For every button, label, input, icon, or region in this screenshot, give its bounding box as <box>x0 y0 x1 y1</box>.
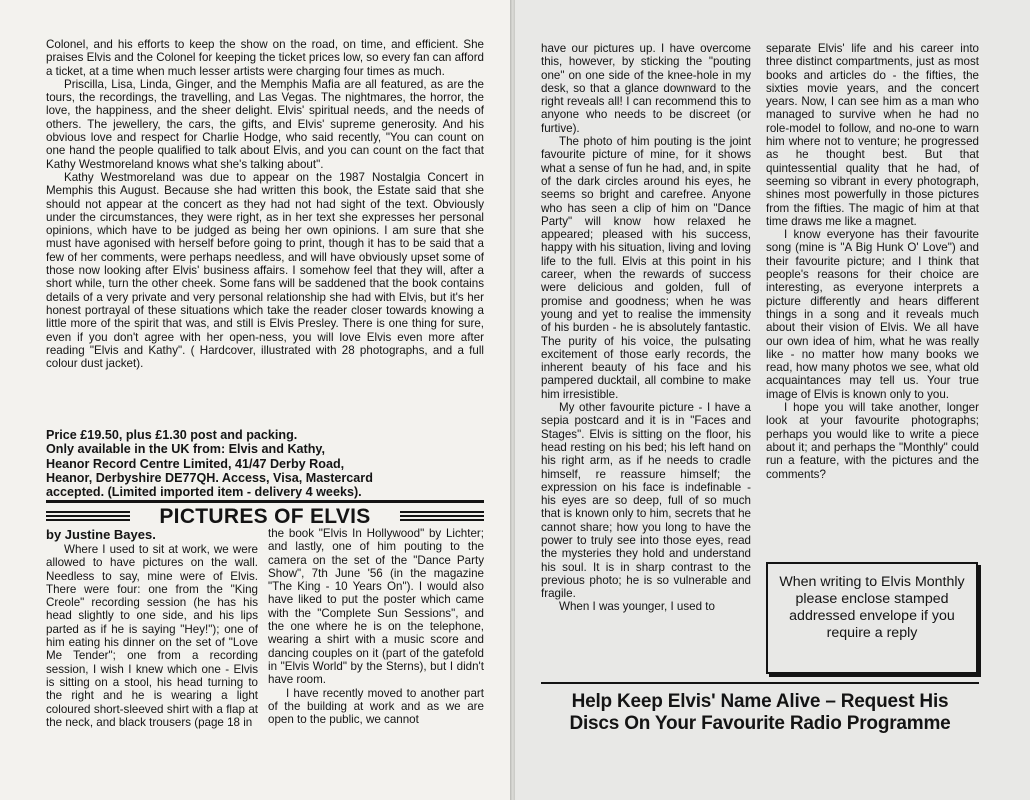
price-and-ordering-info <box>46 428 484 499</box>
article-column-2 <box>268 527 484 758</box>
price-line: accepted. (Limited imported item - delivery 4 weeks). <box>46 485 362 500</box>
left-page <box>0 0 510 800</box>
footer-divider <box>541 682 979 684</box>
price-line: Heanor, Derbyshire DE77QH. Access, Visa, Mastercard <box>46 470 373 485</box>
slogan-line: Help Keep Elvis' Name Alive – Request His <box>571 691 949 712</box>
article-banner <box>46 507 484 527</box>
footer-slogan <box>541 691 979 735</box>
section-divider <box>46 500 484 503</box>
slogan-line: Discs On Your Favourite Radio Programme <box>569 713 951 734</box>
article-paragraph: The photo of him pouting is the joint favourite picture of mine, for it shows what a sense of fun he had, and, in spite of the dark circles around his eyes, he seems so bright and carefree. Anyone who has seen a clip of him on "Dance Party" will know how relaxed he appeared; pleased with his success, happy with his situation, living and loving life to the full. Elvis at this point in his career, when the rewards of success were delicious and golden, full of promise and goodness; when he was young and yet to realise the immensity of his burden - he is absolutely fantastic. The purity of his voice, the pulsating excitement of those early records, the inherent beauty of his face and his pampered ducktail, all combine to make him irresistible. <box>541 135 751 401</box>
right-page <box>515 0 1030 800</box>
article-paragraph: the book "Elvis In Hollywood" by Lichter; and lastly, one of him pouting to the camera on the set of the "Dance Party Show", 7th June '56 (in the magazine "The King - 10 Years On"). I would also have liked to put the poster which came with the "Complete Sun Sessions", and the one where he is on the telephone, wearing a shirt with a music score and dancing couples on it (part of the gatefold in "Elvis World" by the Sterns), but I didn't have room. <box>268 527 484 687</box>
review-paragraph-2: Priscilla, Lisa, Linda, Ginger, and the Memphis Mafia are all featured, as are the tours, the recordings, the travelling, and Las Vegas. The nightmares, the horror, the love, the happiness, and the sheer delight. Elvis' spiritual needs, and the needs of others. The jewellery, the cars, the gifts, and Elvis' supreme generosity. And his obvious love and respect for Charlie Hodge, who said recently, "You can count on one hand the people qualified to talk about Elvis, and you can count on the fact that Kathy Westmoreland knows what she's talking about". <box>46 77 484 171</box>
price-line: Price £19.50, plus £1.30 post and packing. <box>46 428 298 442</box>
article-paragraph: I have recently moved to another part of the building at work and as we are open to the public, we cannot <box>268 686 484 727</box>
review-paragraph-3: Kathy Westmoreland was due to appear on the 1987 Nostalgia Concert in Memphis this August. Because she had written this book, the Estate said that she should not appear at the concert as they had not had sight of the text. Obviously under the circumstances, they were right, as in her text she expresses her personal opinions, which have to be judged as being her own opinions. I am sure that she must have agonised with herself before going to print, though it has to be said that a few of her comments, were perhaps needless, and will have obviously upset some of those now looking after Elvis' business affairs. I somehow feel that they will, after a short while, turn the other cheek. Some fans will be saddened that the book contains details of a very private and very personal relationship she had with Elvis, but it's her honest portrayal of these situations which take the reader closer towards knowing a little more of the spirit that was, and still is Elvis Presley. There is one thing for sure, even if you don't agree with her open-ness, you will love Elvis even more after reading "Elvis and Kathy". ( Hardcover, illustrated with 28 photographs, and a full colour dust jacket). <box>46 170 484 371</box>
article-column-4 <box>766 42 979 554</box>
article-byline: by Justine Bayes. <box>46 527 156 542</box>
article-title: PICTURES OF ELVIS <box>159 505 371 528</box>
notice-text: When writing to Elvis Monthly please enclose stamped addressed envelope if you require a reply <box>779 574 965 641</box>
article-paragraph: have our pictures up. I have overcome this, however, by sticking the "pouting one" on one side of the knee-hole in my desk, so that a glance downward to the right reveals all! I can recommend this to anyone who needs to be discreet (or furtive). <box>541 42 751 135</box>
article-paragraph: My other favourite picture - I have a sepia postcard and it is in "Faces and Stages". Elvis is sitting on the floor, his head resting on his bed; his left hand on his right arm, as if he needs to cradle himself, re reassure himself; the expression on his face is indefinable - his eyes are so deep, full of so much that is known only to him, secrets that he cannot share; how you long to have the power to truly see into those eyes, read the mysteries they hold and understand his soul. It is in sharp contrast to the previous photo; he is so vulnerable and fragile. <box>541 401 751 601</box>
review-paragraph-1: Colonel, and his efforts to keep the show on the road, on time, and efficient. She praises Elvis and the Colonel for keeping the ticket prices low, so every fan can afford a ticket, at a time when much lesser artists were charging four times as much. <box>46 38 484 78</box>
article-column-1 <box>46 543 258 758</box>
price-line: Only available in the UK from: Elvis and Kathy, <box>46 442 325 457</box>
notice-box <box>766 562 978 674</box>
article-paragraph: I hope you will take another, longer look at your favourite photographs; perhaps you would like to write a piece about it; and perhaps the "Monthly" could run a feature, with the pictures and the comments? <box>766 401 979 481</box>
article-paragraph: separate Elvis' life and his career into three distinct compartments, just as most books and articles do - the fifties, the sixties movie years, and the concert years. Now, I can see him as a man who managed to survive when he had no role-model to follow, and no-one to warn him where not to venture; he progressed as he thought best. But that quintessential quality that he had, of seeming so vibrant in every photograph, shines most powerfully in those pictures from the fifties. The magic of him at that time draws me like a magnet. <box>766 42 979 228</box>
article-paragraph: I know everyone has their favourite song (mine is "A Big Hunk O' Love") and their favourite picture; and I think that people's reasons for their choice are interesting, as everyone interprets a picture differently and hears different things in a song and it reveals much about their vision of Elvis. We all have our own idea of him, what he was really like - no matter how many books we read, how many photos we see, what old acquaintances may tell us. Your true image of Elvis is known only to you. <box>766 228 979 401</box>
book-review-text <box>46 38 484 426</box>
article-paragraph: Where I used to sit at work, we were allowed to have pictures on the wall. Needless to say, mine were of Elvis. There were four: one from the "King Creole" recording session (he has his head slightly to one side, and his lips parted as if he is saying "Hey!"); one of him eating his dinner on the set of "Love Me Tender"; one from a recording session, I wish I knew which one - Elvis is sitting on a stool, his head turning to the right and he is wearing a light coloured short-sleeved shirt with a flap at the neck, and black trousers (page 18 in <box>46 543 258 729</box>
price-line: Heanor Record Centre Limited, 41/47 Derby Road, <box>46 456 345 471</box>
article-column-3 <box>541 42 751 682</box>
article-paragraph: When I was younger, I used to <box>559 600 715 614</box>
